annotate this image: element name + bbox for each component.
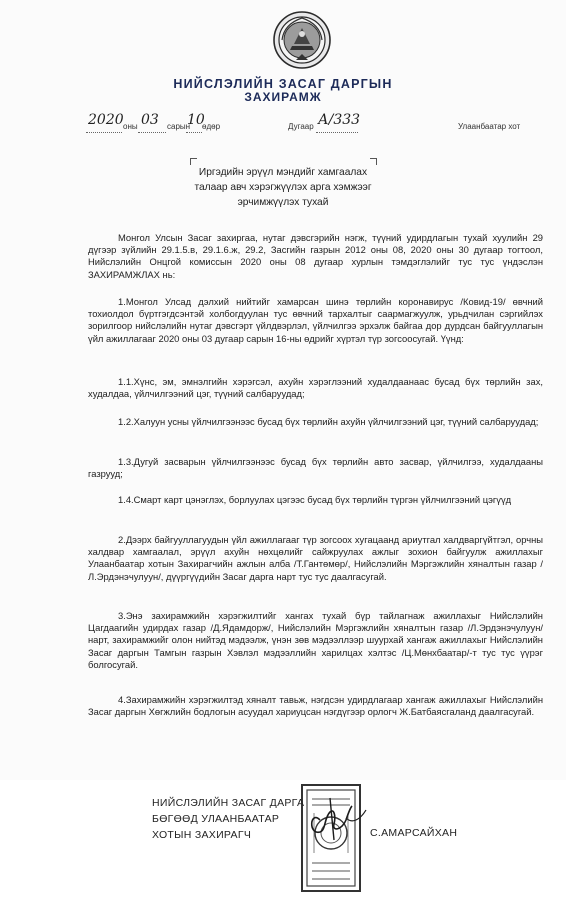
number-underline — [316, 132, 358, 133]
clause-1-1 — [88, 376, 543, 400]
date-number-line — [0, 112, 566, 134]
paragraph-clause-1-4: 1.4.Смарт карт цэнэглэх, борлуулах цэгээс бусад бүх төрлийн түргэн үйлчилгээний цэгүүд — [118, 494, 512, 505]
header-document-type: ЗАХИРАМЖ — [244, 90, 322, 104]
signatory-line-1: НИЙСЛЭЛИЙН ЗАСАГ ДАРГА — [152, 797, 305, 809]
handwritten-year: 2020 — [88, 112, 124, 128]
number-label: Дугаар — [288, 122, 314, 131]
paragraph-preamble: Монгол Улсын Засаг захиргаа, нутаг дэвсгэрийн нэгж, түүний удирдлагын тухай хуулийн 29 дүгээр зүйлийн 29.1.5.в, 29.1.6.ж, 29.2, Засгийн газрын 2012 оны 08, 2020 оны 30 дугаар тогтоол, Нийслэлийн Онцгой комиссын 2020 оны 08 дугаар хурлын тэмдэглэлийг тус тус үндэслэн ЗАХИРАМЖЛАХ нь: — [88, 232, 543, 280]
clause-1 — [88, 296, 543, 345]
handwritten-month: 03 — [141, 112, 159, 128]
month-underline — [138, 132, 166, 133]
title-corner-right — [370, 158, 377, 165]
year-underline — [86, 132, 122, 133]
title-corner-left — [190, 158, 197, 165]
clause-3 — [88, 610, 543, 671]
clause-1-2 — [88, 416, 543, 428]
paragraph-clause-1-1: 1.1.Хүнс, эм, эмнэлгийн хэрэгсэл, ахуйн хэрэглээний худалдаанаас бусад бүх төрлийн зах, худалдаа, үйлчилгээний цэг, түүний салбаруудад; — [88, 376, 543, 400]
signatory-title — [152, 795, 304, 843]
title-line-1: Иргэдийн эрүүл мэндийг хамгаалах — [198, 167, 368, 178]
title-line-3: эрчимжүүлэх тухай — [237, 197, 329, 208]
paragraph-clause-2: 2.Дээрх байгууллагуудын үйл ажиллагааг түр зогсоох хугацаанд ариутгал халдваргүйтгэл, орчны халдвар хамгаалал, эрүүл ахуйн нөхцөлийг сайжруулах ажлыг зохион байгуулж ажиллахыг Улаанбаатар хотын Захирагчийн ажлын алба /Т.Гантөмөр/, Нийслэлийн Мэргэжлийн хяналтын газар /Л.Эрдэнэчулуун/, дүүргүүдийн Засаг дарга нарт тус тус даалгасугай. — [88, 534, 543, 582]
paragraph-clause-4: 4.Захирамжийн хэрэгжилтэд хяналт тавьж, нэгдсэн удирдлагаар хангаж ажиллахыг Нийслэлийн Засаг даргын Хөгжлийн бодлогын асуудал хариуцсан нэгдүгээр орлогч Ж.Батбаясгаланд даалгасугай. — [88, 694, 543, 718]
signatory-line-2: БӨГӨӨД УЛААНБААТАР — [152, 813, 280, 825]
clause-1-4 — [88, 494, 543, 506]
day-underline — [186, 132, 202, 133]
clause-4 — [88, 694, 543, 718]
preamble-paragraph — [88, 232, 543, 281]
year-label: оны — [123, 122, 138, 131]
paragraph-clause-3: 3.Энэ захирамжийн хэрэгжилтийг хангах тухай бүр тайлагнаж ажиллахыг Нийслэлийн Цагдаагийн удирдах газар /Д.Ядамдорж/, Нийслэлийн Мэргэжлийн хяналтын газар /Л.Эрдэнэчулуун/ нарт, захирамжийг олон нийтэд мэдээлж, үнэн зөв мэдээллээр шуурхай хангаж ажиллахыг Нийслэлийн Засаг даргын Тамгын газрын Хэвлэл мэдээллийн харилцах хэлтэс /Ц.Мөнхбаатар/-т тус тус үүрэг болгосугай. — [88, 610, 543, 670]
state-emblem-icon — [272, 10, 332, 70]
paragraph-clause-1-2: 1.2.Халуун усны үйлчилгээнээс бусад бүх төрлийн ахуйн үйлчилгээний цэг, түүний салбаруудад; — [118, 416, 539, 427]
document-title — [0, 165, 566, 210]
signatory-line-3: ХОТЫН ЗАХИРАГЧ — [152, 829, 252, 841]
clause-1-3 — [88, 456, 543, 480]
paragraph-clause-1: 1.Монгол Улсад дэлхий нийтийг хамарсан шинэ төрлийн коронавирус /Ковид-19/ өвчний тохиолдол бүртгэгдсэнтэй холбогдуулан тус өвчний тархалтыг саармагжуулж, урьдчилан сэргийлэх зорилгоор нийслэлийн нутаг дэвсгэрт үйлдвэрлэл, үйлчилгээ эрхэлж байгаа дор дурдсан байгууллагын үйл ажиллагааг 2020 оны 03 дугаар сарын 16-ны өдрийг хүртэл түр зогсоосугай. Үүнд: — [88, 296, 543, 344]
signatory-name: С.АМАРСАЙХАН — [370, 827, 458, 839]
city-label: Улаанбаатар хот — [458, 122, 521, 131]
handwritten-number: А/333 — [318, 112, 361, 128]
handwritten-day: 10 — [187, 112, 205, 128]
header-organization: НИЙСЛЭЛИЙН ЗАСАГ ДАРГЫН — [173, 77, 393, 91]
clause-2 — [88, 534, 543, 583]
title-line-2: талаар авч хэрэгжүүлэх арга хэмжээг — [194, 182, 372, 193]
month-label: сарын — [167, 122, 191, 131]
day-label: өдөр — [202, 122, 221, 131]
paragraph-clause-1-3: 1.3.Дугуй засварын үйлчилгээнээс бусад бүх төрлийн авто засвар, үйлчилгээ, худалдааны газрууд; — [88, 456, 543, 480]
